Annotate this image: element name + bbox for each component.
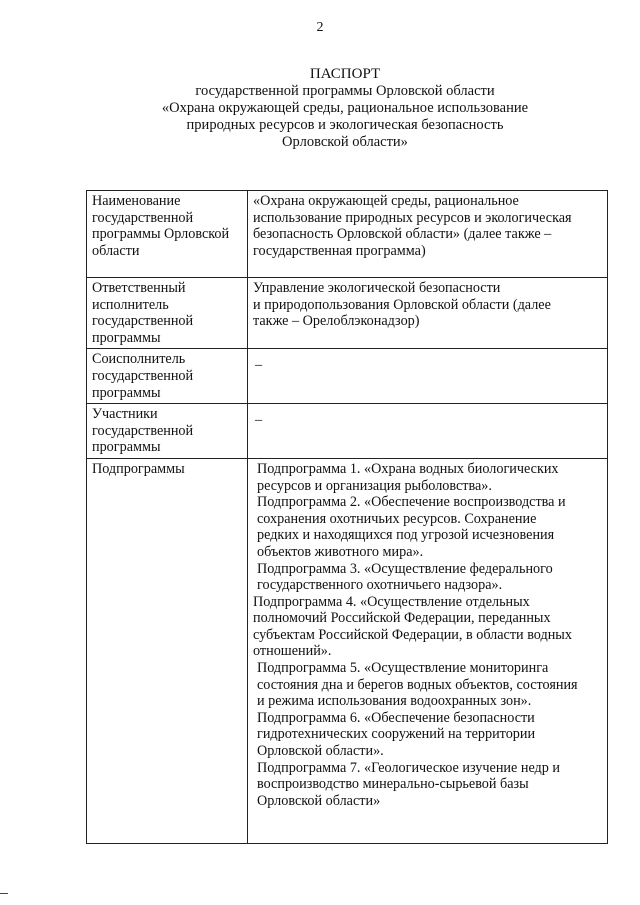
subprogram-line: Подпрограмма 3. «Осуществление федерального bbox=[257, 560, 553, 577]
label-line: Соисполнитель bbox=[92, 351, 186, 368]
subprogram-line: объектов животного мира». bbox=[257, 543, 424, 560]
title-line-5: Орловской области» bbox=[282, 134, 408, 150]
subprogram-line: субъектам Российской Федерации, в области водных bbox=[253, 626, 572, 643]
page-number: 2 bbox=[316, 20, 324, 35]
label-line: области bbox=[92, 242, 140, 259]
title-heading: ПАСПОРТ bbox=[309, 66, 381, 82]
subprogram-line: ресурсов и организация рыболовства». bbox=[257, 477, 492, 494]
subprogram-line: гидротехнических сооружений на территории bbox=[257, 726, 536, 743]
label-cell-executor bbox=[87, 278, 248, 349]
subprogram-line: государственного охотничьего надзора». bbox=[257, 577, 503, 594]
table-row-name bbox=[87, 191, 608, 278]
label-line: Участники bbox=[92, 406, 158, 423]
value-cell-participants bbox=[248, 404, 608, 459]
subprogram-line: Орловской области». bbox=[257, 743, 384, 760]
passport-table bbox=[86, 190, 608, 844]
table-row-subprograms bbox=[87, 458, 608, 843]
value-line: также – Орелоблэконадзор) bbox=[253, 313, 420, 330]
subprogram-line: Подпрограмма 4. «Осуществление отдельных bbox=[253, 593, 530, 610]
label-line: программы bbox=[92, 329, 161, 346]
page-edge-mark bbox=[0, 893, 8, 894]
label-line: исполнитель bbox=[92, 296, 169, 313]
subprogram-line: воспроизводство минерально-сырьевой базы bbox=[257, 776, 529, 793]
value-line: безопасность Орловской области» (далее также – bbox=[253, 226, 552, 243]
subprogram-line: Подпрограмма 7. «Геологическое изучение недр и bbox=[257, 759, 561, 776]
subprogram-line: отношений». bbox=[253, 643, 332, 660]
value-cell-subprograms bbox=[248, 458, 608, 843]
table-row-executor bbox=[87, 278, 608, 349]
subprogram-line: Орловской области» bbox=[257, 792, 381, 809]
value-line: и природопользования Орловской области (далее bbox=[253, 296, 551, 313]
label-line: программы bbox=[92, 439, 161, 456]
label-line: Наименование bbox=[92, 193, 181, 209]
label-line: государственной bbox=[92, 209, 194, 226]
value-line: Управление экологической безопасности bbox=[253, 280, 501, 296]
value-cell-name bbox=[248, 191, 608, 278]
title-line-3: «Охрана окружающей среды, рациональное использование bbox=[161, 100, 529, 116]
label-line: государственной bbox=[92, 422, 194, 439]
label-line: программы Орловской bbox=[92, 226, 230, 243]
label-line: государственной bbox=[92, 367, 194, 384]
subprogram-line: Подпрограмма 5. «Осуществление мониторинга bbox=[257, 660, 549, 677]
subprogram-line: сохранения охотничьих ресурсов. Сохранение bbox=[257, 510, 537, 527]
label-cell-participants bbox=[87, 404, 248, 459]
value-cell-coexecutor bbox=[248, 349, 608, 404]
value-line: использование природных ресурсов и экологическая bbox=[253, 209, 572, 226]
table-row-participants bbox=[87, 404, 608, 459]
label-line: государственной bbox=[92, 313, 194, 330]
subprogram-line: и режима использования водоохранных зон». bbox=[257, 693, 532, 710]
label-cell-subprograms bbox=[87, 458, 248, 843]
empty-dash: – bbox=[255, 357, 263, 374]
label-cell-name bbox=[87, 191, 248, 278]
value-cell-executor bbox=[248, 278, 608, 349]
table-row-coexecutor bbox=[87, 349, 608, 404]
label-cell-coexecutor bbox=[87, 349, 248, 404]
label-line: Ответственный bbox=[92, 280, 186, 296]
label-line: Подпрограммы bbox=[92, 460, 185, 477]
subprogram-line: Подпрограмма 1. «Охрана водных биологических bbox=[257, 460, 559, 477]
subprogram-line: полномочий Российской Федерации, переданных bbox=[253, 610, 551, 627]
empty-dash: – bbox=[255, 412, 263, 429]
title-line-4: природных ресурсов и экологическая безопасность bbox=[186, 117, 504, 133]
value-line: государственная программа) bbox=[253, 242, 426, 259]
title-line-2: государственной программы Орловской области bbox=[195, 83, 495, 99]
value-line: «Охрана окружающей среды, рациональное bbox=[253, 193, 519, 209]
subprogram-line: редких и находящихся под угрозой исчезновения bbox=[257, 527, 555, 544]
subprogram-line: Подпрограмма 2. «Обеспечение воспроизводства и bbox=[257, 494, 566, 511]
document-title bbox=[90, 66, 600, 151]
label-line: программы bbox=[92, 384, 161, 401]
subprogram-line: состояния дна и берегов водных объектов, состояния bbox=[257, 676, 578, 693]
subprogram-line: Подпрограмма 6. «Обеспечение безопасности bbox=[257, 709, 535, 726]
